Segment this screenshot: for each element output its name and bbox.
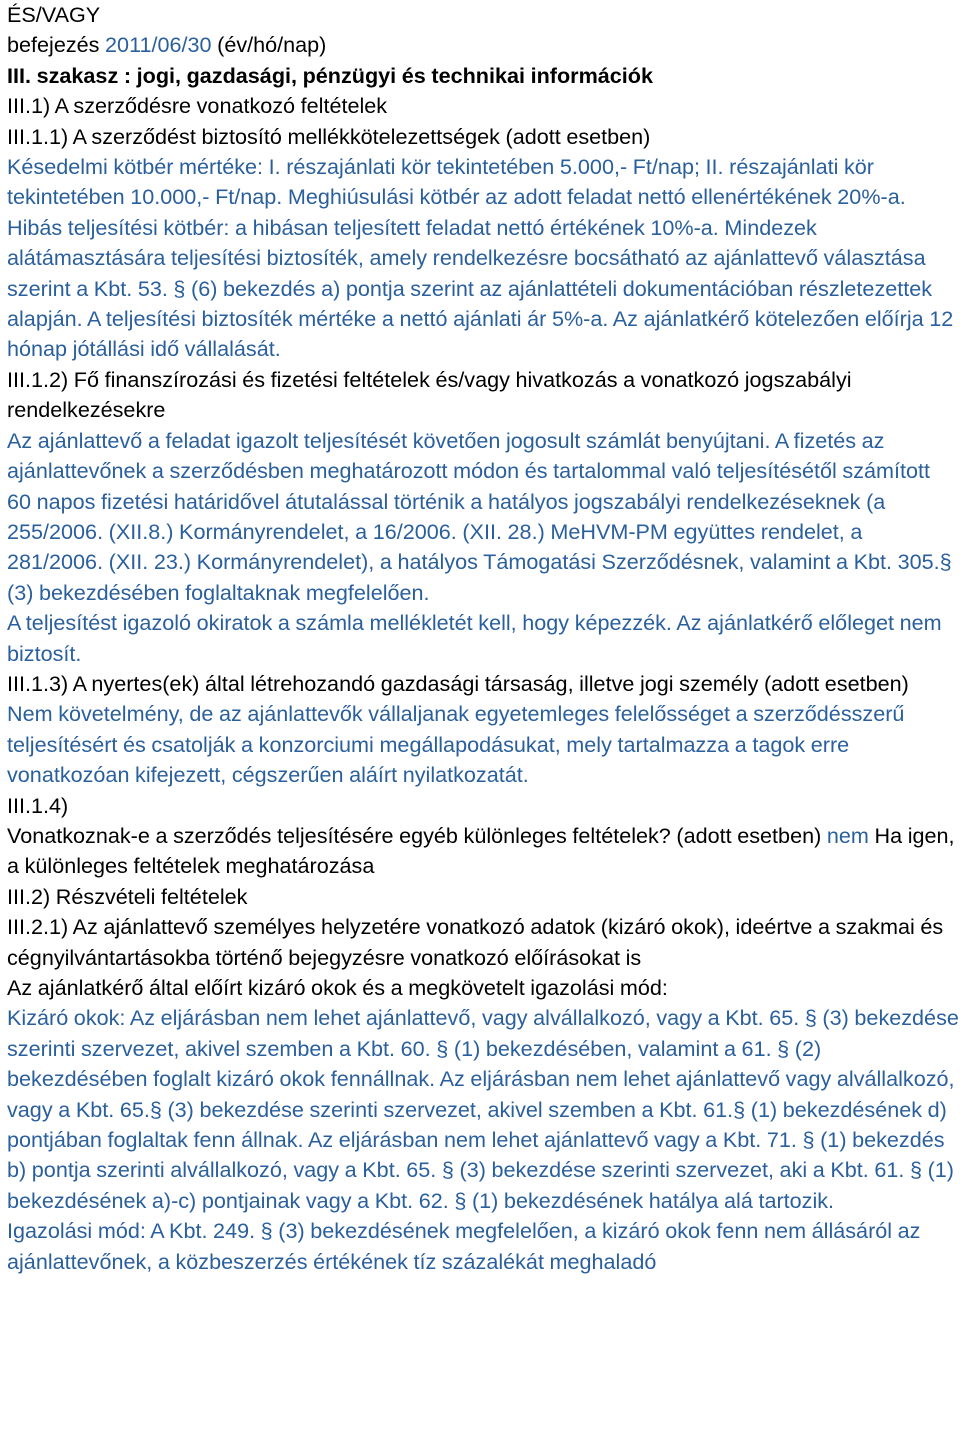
value-3-2-1-proof: Igazolási mód: A Kbt. 249. § (3) bekezdésének megfelelően, a kizáró okok fenn nem állásáról az ajánlattevőnek, a közbeszerzés értékének tíz százalékát meghaladó	[7, 1218, 921, 1274]
question-3-1-4-text: Vonatkoznak-e a szerződés teljesítésére egyéb különleges feltételek? (adott esetben)	[7, 822, 827, 848]
heading-3-2: III.2) Részvételi feltételek	[7, 883, 248, 909]
completion-label: befejezés	[7, 32, 106, 58]
answer-3-1-4: nem	[826, 822, 869, 848]
question-3-1-4-followup: Ha igen, a különleges feltételek meghatározása	[7, 822, 955, 879]
heading-3-1-3: III.1.3) A nyertes(ek) által létrehozandó gazdasági társaság, illetve jogi személy (adott esetben)	[7, 670, 909, 696]
completion-line	[7, 30, 959, 60]
heading-3-1-4: III.1.4)	[7, 792, 69, 818]
value-3-1-1: Késedelmi kötbér mértéke: I. részajánlati kör tekintetében 5.000,- Ft/nap; II. részajánlati kör tekintetében 10.000,- Ft/nap. Meghiúsulási kötbér az adott feladat nettó ellenértékének 20%-a. Hibás teljesítési kötbér: a hibásan teljesített feladat nettó értékének 10%-a. Mindezek alátámasztására teljesítési biztosíték, amely rendelkezésre bocsátható az ajánlattevő választása szerint a Kbt. 53. § (6) bekezdés a) pontja szerint az ajánlattételi dokumentációban részletezettek alapján. A teljesítési biztosíték mértéke a nettó ajánlati ár 5%-a. Az ajánlatkérő kötelezően előírja 12 hónap jótállási idő vállalását.	[7, 154, 954, 362]
heading-3-1: III.1) A szerződésre vonatkozó feltételek	[7, 93, 388, 119]
completion-format: (év/hó/nap)	[211, 32, 327, 58]
completion-date: 2011/06/30	[105, 32, 212, 58]
heading-3-1-1: III.1.1) A szerződést biztosító mellékkötelezettségek (adott esetben)	[7, 123, 651, 149]
value-3-1-2: Az ajánlattevő a feladat igazolt teljesítését követően jogosult számlát benyújtani. A fizetés az ajánlattevőnek a szerződésben meghatározott módon és tartalommal való teljesítésétől számított 60 napos fizetési határidővel átutalással történik a hatályos jogszabályi rendelkezéseknek (a 255/2006. (XII.8.) Kormányrendelet, a 16/2006. (XII. 28.) MeHVM-PM együttes rendelet, a 281/2006. (XII. 23.) Kormányrendelet), a hatályos Támogatási Szerződésnek, valamint a Kbt. 305.§ (3) bekezdésében foglaltaknak megfelelően.	[7, 427, 952, 605]
value-3-1-3: Nem követelmény, de az ajánlattevők vállaljanak egyetemleges felelősséget a szerződésszerű teljesítésért és csatolják a konzorciumi megállapodásukat, mely tartalmazza a tagok erre vonatkozóan kifejezett, cégszerűen aláírt nyilatkozatát.	[7, 701, 905, 788]
value-3-2-1-exclusion: Kizáró okok: Az eljárásban nem lehet ajánlattevő, vagy alvállalkozó, vagy a Kbt. 65. § (3) bekezdése szerinti szervezet, akivel szemben a Kbt. 60. § (1) bekezdésében, valamint a 61. § (2) bekezdésében foglalt kizáró okok fennállnak. Az eljárásban nem lehet ajánlattevő vagy alvállalkozó, vagy a Kbt. 65.§ (3) bekezdése szerinti szervezet, akivel szemben a Kbt. 61.§ (1) bekezdésének d) pontjában foglaltak fenn állnak. Az eljárásban nem lehet ajánlattevő vagy a Kbt. 71. § (1) bekezdés b) pontja szerinti alvállalkozó, vagy a Kbt. 65. § (3) bekezdése szerinti szervezet, aki a Kbt. 61. § (1) bekezdésének a)-c) pontjainak vagy a Kbt. 62. § (1) bekezdésének hatálya alá tartozik.	[7, 1005, 959, 1213]
tender-notice-document	[7, 0, 959, 1277]
heading-3-2-1: III.2.1) Az ajánlattevő személyes helyzetére vonatkozó adatok (kizáró okok), ideértve a szakmai és cégnyilvántartásokba történő bejegyzésre vonatkozó előírásokat is	[7, 914, 944, 970]
value-3-1-2-advance: A teljesítést igazoló okiratok a számla mellékletét kell, hogy képezzék. Az ajánlatkérő előleget nem biztosít.	[7, 610, 942, 666]
question-3-1-4	[7, 821, 959, 882]
heading-3-2-1-sub: Az ajánlatkérő által előírt kizáró okok és a megkövetelt igazolási mód:	[7, 975, 668, 1000]
and-or-label: ÉS/VAGY	[7, 2, 101, 27]
section-3-title: III. szakasz : jogi, gazdasági, pénzügyi és technikai információk	[7, 62, 654, 88]
heading-3-1-2: III.1.2) Fő finanszírozási és fizetési feltételek és/vagy hivatkozás a vonatkozó jogszabályi rendelkezésekre	[7, 366, 852, 423]
